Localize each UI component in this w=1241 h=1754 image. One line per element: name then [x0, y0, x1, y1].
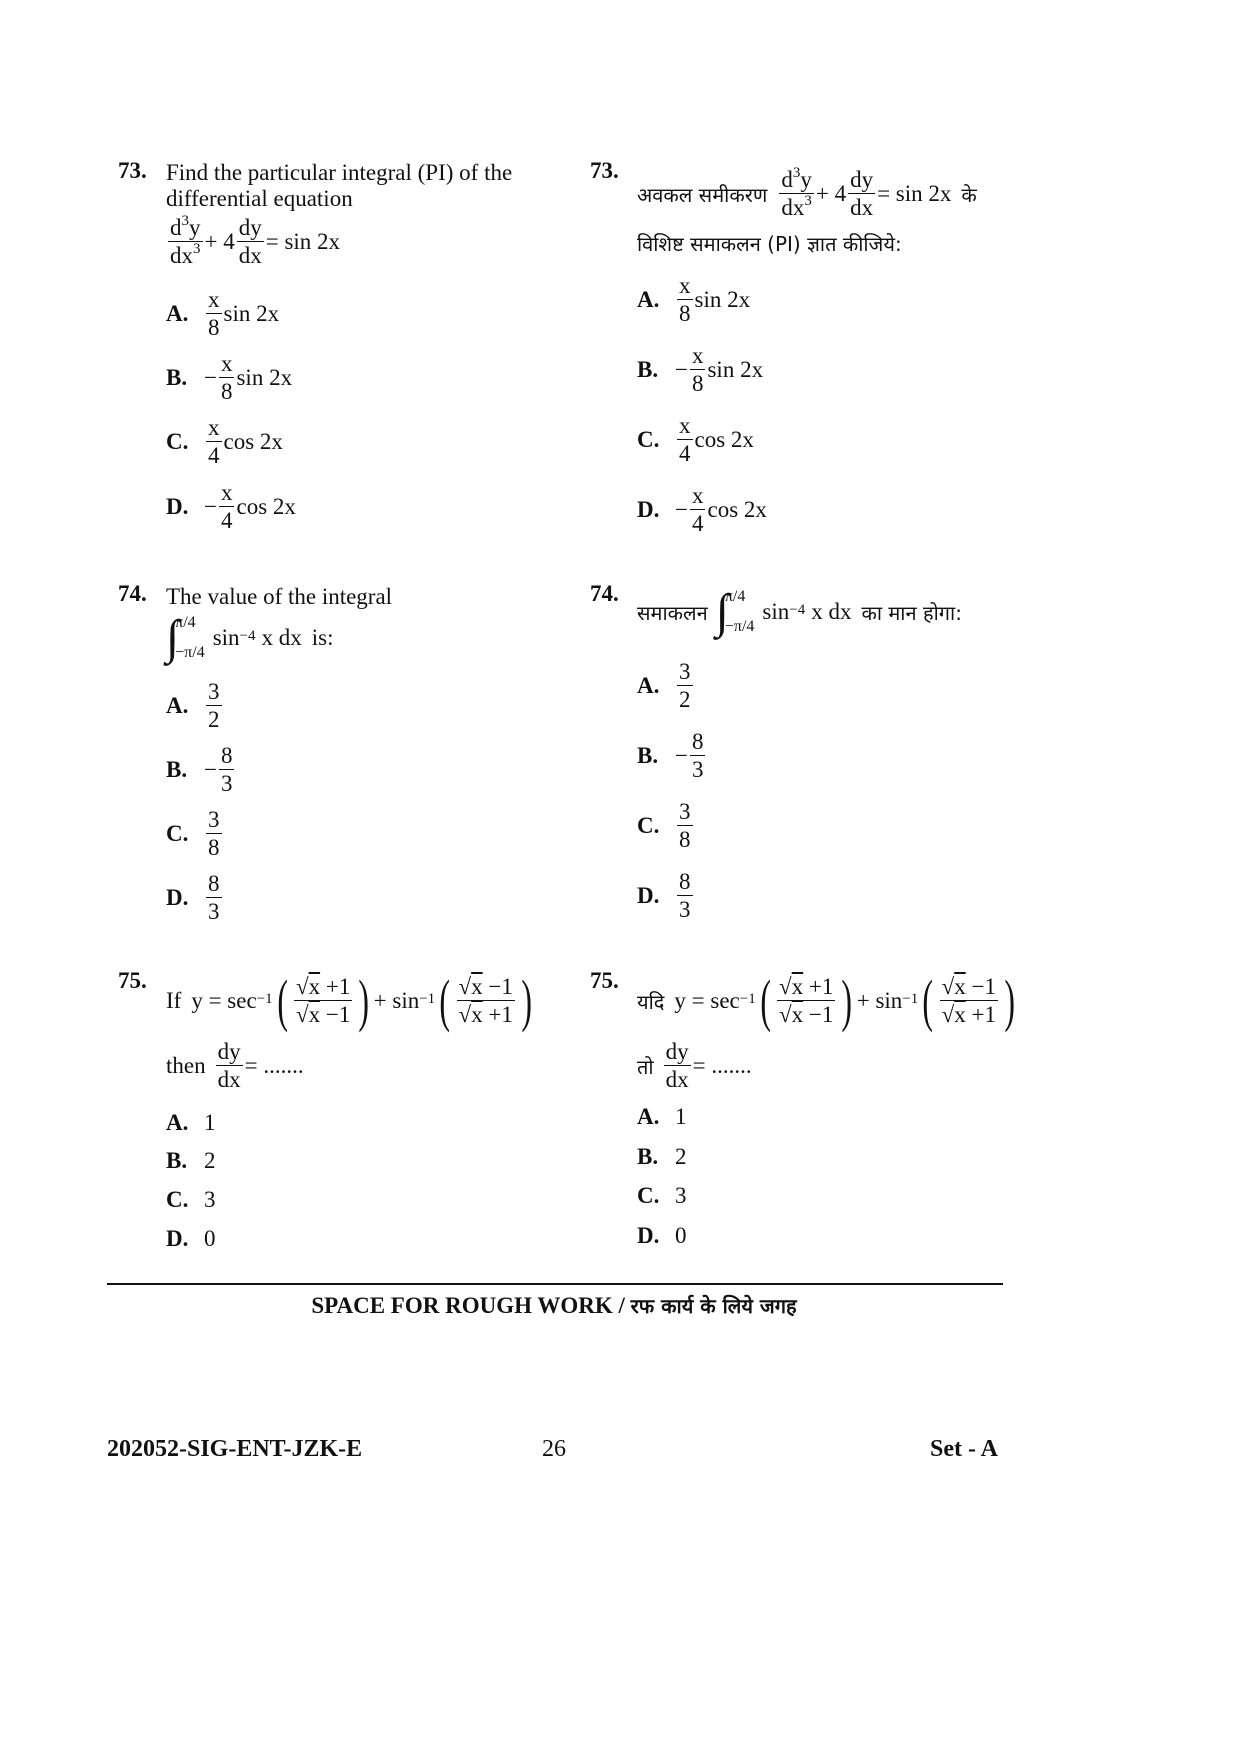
q74-option-a-hi[interactable]: A. $\frac{3}{2}$ — [637, 659, 691, 713]
q73-option-a-en[interactable]: A. $\frac{x}{8}$ sin 2x — [166, 287, 280, 341]
q75-option-a-hi[interactable]: A. 1 — [637, 1104, 687, 1129]
q74-option-c-en[interactable]: C. $\frac{3}{8}$ — [166, 807, 220, 861]
q75-option-b-hi[interactable]: B. 2 — [637, 1144, 687, 1169]
q75-number-hi: 75. — [590, 968, 619, 993]
q75-option-d-hi[interactable]: D. 0 — [637, 1223, 687, 1248]
q73-number-en: 73. — [118, 158, 147, 183]
q73-text-hi-1: अवकल समीकरण $\frac{d^3y}{dx^3}$ + 4 $\frac{dy}{dx}$ = sin 2x के — [637, 165, 977, 221]
page-number: 26 — [542, 1436, 566, 1462]
rough-work-heading: SPACE FOR ROUGH WORK / रफ कार्य के लिये जगह — [311, 1293, 797, 1318]
q74-integral-en: ∫ π/4 −π/4 sin $^{-4}$ x dx is: — [166, 611, 334, 665]
q75-option-c-hi[interactable]: C. 3 — [637, 1183, 687, 1208]
rough-work-divider — [107, 1283, 1003, 1285]
q73-option-d-hi[interactable]: D. − $\frac{x}{4}$ cos 2x — [637, 483, 767, 537]
q74-option-b-hi[interactable]: B. − $\frac{8}{3}$ — [637, 729, 704, 783]
q75-option-a-en[interactable]: A. 1 — [166, 1110, 216, 1135]
q74-option-d-hi[interactable]: D. $\frac{8}{3}$ — [637, 869, 691, 923]
q74-option-b-en[interactable]: B. − $\frac{8}{3}$ — [166, 743, 233, 797]
q74-text-hi: समाकलन ∫ π/4 −π/4 sin $^{-4}$ x dx का मान होगा: — [637, 585, 962, 639]
q74-option-d-en[interactable]: D. $\frac{8}{3}$ — [166, 871, 220, 925]
q73-option-a-hi[interactable]: A. $\frac{x}{8}$ sin 2x — [637, 273, 751, 327]
q73-number-hi: 73. — [590, 158, 619, 183]
q74-number-hi: 74. — [590, 581, 619, 606]
q75-option-d-en[interactable]: D. 0 — [166, 1226, 216, 1251]
q73-option-c-en[interactable]: C. $\frac{x}{4}$ cos 2x — [166, 415, 283, 469]
q74-text-en: The value of the integral — [166, 584, 393, 609]
q75-option-c-en[interactable]: C. 3 — [166, 1187, 216, 1212]
q75-number-en: 75. — [118, 968, 147, 993]
q75-then-en: then $\frac{dy}{dx}$ = ....... — [166, 1039, 304, 1093]
q73-option-b-hi[interactable]: B. − $\frac{x}{8}$ sin 2x — [637, 343, 764, 397]
paper-code: 202052-SIG-ENT-JZK-E — [107, 1436, 363, 1462]
q73-text-en-1: Find the particular integral (PI) of the — [166, 160, 513, 185]
q73-option-b-en[interactable]: B. − $\frac{x}{8}$ sin 2x — [166, 351, 293, 405]
q73-option-d-en[interactable]: D. − $\frac{x}{4}$ cos 2x — [166, 480, 296, 534]
q73-text-en-2: differential equation — [166, 186, 353, 211]
q73-text-hi-2: विशिष्ट समाकलन (PI) ज्ञात कीजिये: — [637, 232, 902, 256]
q75-option-b-en[interactable]: B. 2 — [166, 1148, 216, 1173]
q73-equation-en: $\frac{d^3y}{dx^3}$ + 4 $\frac{dy}{dx}$ = sin 2x — [170, 213, 341, 269]
q75-then-hi: तो $\frac{dy}{dx}$ = ....... — [637, 1039, 752, 1093]
q75-equation-en: If y = sec $^{-1}$ ( $\frac{√x +1}{√x -1}$ ) + sin $^{-1}$ ( $\frac{√x -1}{√x +1}$ ) — [166, 968, 532, 1033]
set-label: Set - A — [930, 1436, 998, 1462]
q73-option-c-hi[interactable]: C. $\frac{x}{4}$ cos 2x — [637, 413, 754, 467]
q74-option-a-en[interactable]: A. $\frac{3}{2}$ — [166, 679, 220, 733]
q74-option-c-hi[interactable]: C. $\frac{3}{8}$ — [637, 799, 691, 853]
q75-equation-hi: यदि y = sec $^{-1}$ ( $\frac{√x +1}{√x -1}$ ) + sin $^{-1}$ ( $\frac{√x -1}{√x +1}$ ) — [637, 968, 1015, 1033]
q74-number-en: 74. — [118, 581, 147, 606]
